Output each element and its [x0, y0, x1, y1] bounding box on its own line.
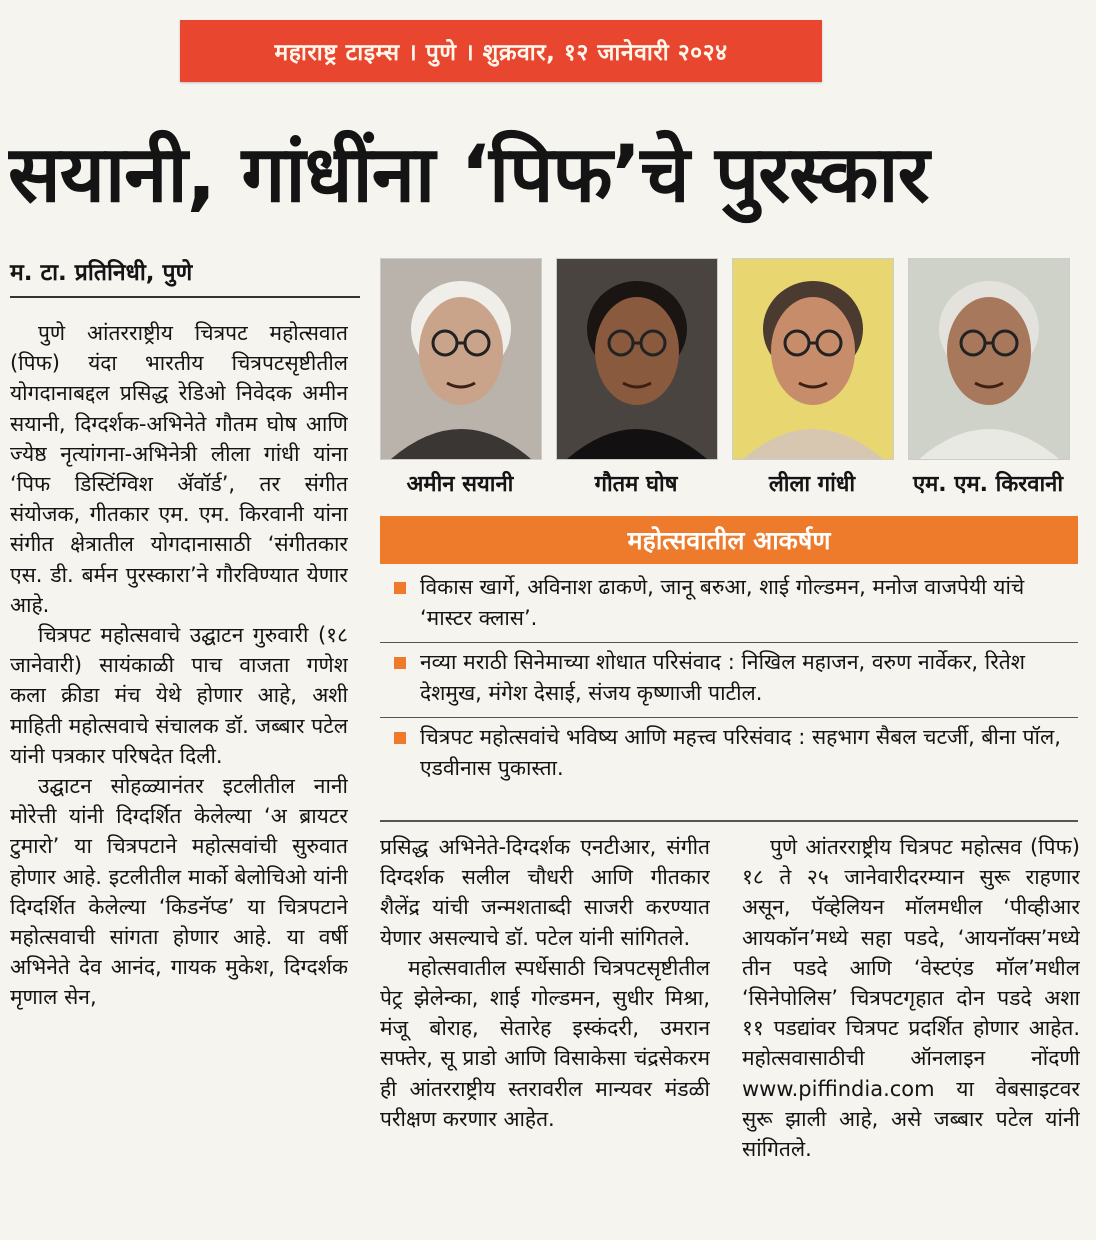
photo-caption: लीला गांधी [768, 472, 856, 497]
newspaper-masthead: महाराष्ट्र टाइम्स । पुणे । शुक्रवार, १२ जानेवारी २०२४ [180, 20, 822, 82]
section-divider [380, 820, 1078, 822]
paragraph: प्रसिद्ध अभिनेते-दिग्दर्शक एनटीआर, संगीत दिग्दर्शक सलील चौधरी आणि गीतकार शैलेंद्र यांची जन्मशताब्दी साजरी करण्यात येणार असल्याचे डॉ. पटेल यांनी सांगितले. [380, 835, 710, 950]
portrait-illustration [381, 259, 541, 459]
portrait-illustration [557, 259, 717, 459]
portrait-illustration [733, 259, 893, 459]
paragraph: महोत्सवातील स्पर्धेसाठी चित्रपटसृष्टीतील पेट्र झेलेन्का, शाई गोल्डमन, सुधीर मिश्रा, मंजू बोराह, सेतारेह इस्कंदरी, उमरान सफ्तेर, सू प्राडो आणि विसाकेसा चंद्रसेकरम ही आंतरराष्ट्रीय स्तरावरील मान्यवर मंडळी परीक्षण करणार आहेत. [380, 955, 710, 1131]
portrait-face [419, 297, 503, 405]
square-bullet-icon [394, 657, 406, 669]
paragraph: उद्घाटन सोहळ्यानंतर इटलीतील नानी मोरेत्ती यांनी दिग्दर्शित केलेल्या ‘अ ब्रायटर टुमारो’ या चित्रपटाने महोत्सवांची सुरुवात होणार आहे. इटलीतील मार्को बेलोचिओ यांनी दिग्दर्शित केलेल्या ‘किडनॅप्ड’ या चित्रपटाने महोत्सवाची सांगता होणार आहे. या वर्षी अभिनेते देव आनंद, गायक मुकेश, दिग्दर्शक मृणाल सेन, [10, 774, 348, 1010]
portrait-photo [556, 258, 718, 460]
paragraph: पुणे आंतरराष्ट्रीय चित्रपट महोत्सवात (पिफ) यंदा भारतीय चित्रपटसृष्टीतील योगदानाबद्दल प्रसिद्ध रेडिओ निवेदक अमीन सयानी, दिग्दर्शक-अभिनेते गौतम घोष आणि ज्येष्ठ नृत्यांगना-अभिनेत्री लीला गांधी यांना ‘पिफ डिस्टिंग्विश ॲवॉर्ड’, तर संगीत संयोजक, गीतकार एम. एम. किरवानी यांना संगीत क्षेत्रातील योगदानासाठी ‘संगीतकार एस. डी. बर्मन पुरस्कारा’ने गौरविण्यात येणार आहे. [10, 321, 348, 617]
highlight-item [380, 718, 1078, 792]
byline-divider [10, 296, 360, 298]
portrait-face [595, 297, 679, 405]
portrait-illustration [909, 259, 1069, 459]
photo-caption: एम. एम. किरवानी [912, 472, 1064, 497]
article-column-1 [10, 318, 348, 1228]
square-bullet-icon [394, 732, 406, 744]
article-column-2 [380, 832, 710, 1232]
highlight-item [380, 643, 1078, 718]
square-bullet-icon [394, 582, 406, 594]
photo-caption: अमीन सयानी [406, 472, 514, 497]
highlights-heading: महोत्सवातील आकर्षण [380, 516, 1078, 564]
portrait-photo [732, 258, 894, 460]
portrait-face [771, 297, 855, 405]
article-column-3 [742, 832, 1080, 1232]
portrait-photo [908, 258, 1070, 460]
highlight-text: नव्या मराठी सिनेमाच्या शोधात परिसंवाद : निखिल महाजन, वरुण नार्वेकर, रितेश देशमुख, मंगेश देसाई, संजय कृष्णाजी पाटील. [420, 650, 1026, 705]
photo-caption: गौतम घोष [594, 472, 678, 497]
portrait-photo [380, 258, 542, 460]
paragraph: पुणे आंतरराष्ट्रीय चित्रपट महोत्सव (पिफ) १८ ते २५ जानेवारीदरम्यान सुरू राहणार असून, पॅव्हेलियन मॉलमधील ‘पीव्हीआर आयकॉन’मध्ये सहा पडदे, ‘आयनॉक्स’मध्ये तीन पडदे आणि ‘वेस्टएंड मॉल’मधील ‘सिनेपोलिस’ चित्रपटगृहात दोन पडदे अशा ११ पडद्यांवर चित्रपट प्रदर्शित होणार आहेत. महोत्सवासाठीची ऑनलाइन नोंदणी www.piffindia.com या वेबसाइटवर सुरू झाली आहे, असे जब्बार पटेल यांनी सांगितले. [742, 835, 1080, 1162]
highlight-item [380, 568, 1078, 643]
headline: सयानी, गांधींना ‘पिफ’चे पुरस्कार [8, 130, 929, 220]
highlights-list [380, 568, 1078, 792]
highlight-text: विकास खार्गे, अविनाश ढाकणे, जानू बरुआ, शाई गोल्डमन, मनोज वाजपेयी यांचे ‘मास्टर क्लास’. [420, 575, 1025, 630]
highlight-text: चित्रपट महोत्सवांचे भविष्य आणि महत्त्व परिसंवाद : सहभाग सैबल चटर्जी, बीना पॉल, एडवीनास पुकास्ता. [420, 725, 1061, 780]
portrait-face [947, 297, 1031, 405]
byline: म. टा. प्रतिनिधी, पुणे [10, 260, 193, 286]
paragraph: चित्रपट महोत्सवाचे उद्घाटन गुरुवारी (१८ जानेवारी) सायंकाळी पाच वाजता गणेश कला क्रीडा मंच येथे होणार आहे, अशी माहिती महोत्सवाचे संचालक डॉ. जब्बार पटेल यांनी पत्रकार परिषदेत दिली. [10, 623, 348, 768]
portrait-strip [380, 258, 1080, 508]
